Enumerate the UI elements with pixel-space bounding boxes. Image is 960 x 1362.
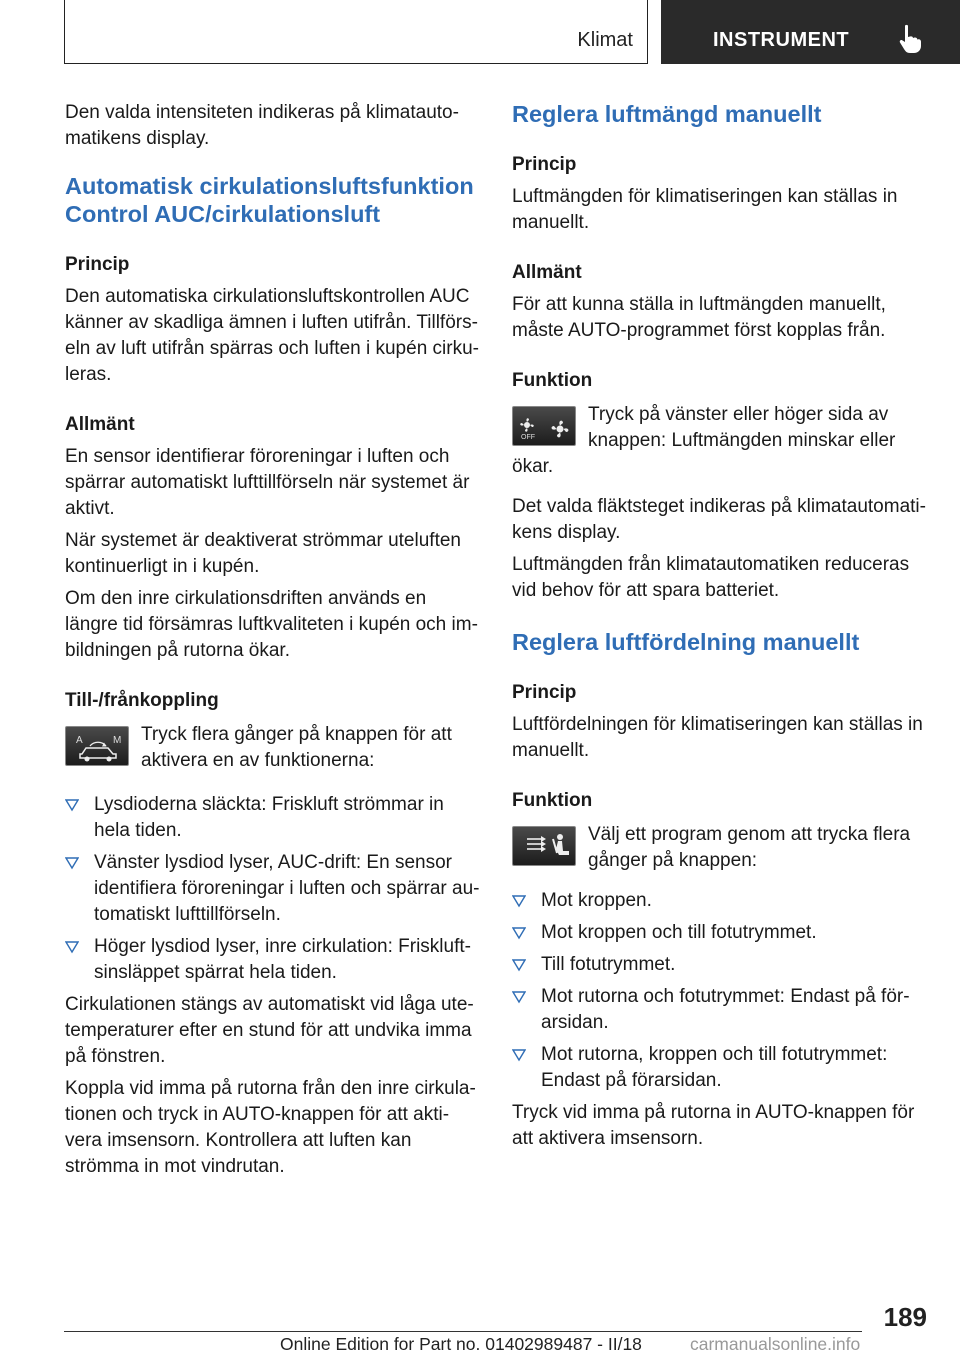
subheading-till-frankoppling: Till-/frånkoppling (65, 690, 219, 711)
triangle-bullet-icon (512, 926, 526, 940)
luftmangd-princip-text: Luftmängden för klimatiseringen kan ställas in manuellt. (512, 186, 898, 233)
header-chapter-box (661, 0, 960, 64)
list-item: Mot rutorna och fotutrymmet: Endast på för‐arsidan. (512, 984, 928, 1036)
list-item: Mot kroppen. (512, 888, 928, 914)
list-item: Till fotutrymmet. (512, 952, 928, 978)
auc-button-image (65, 726, 129, 766)
auc-button-label-m: M (113, 735, 122, 746)
pointing-hand-icon (897, 24, 923, 54)
fan-button-row (512, 402, 928, 480)
subheading-princip: Princip (512, 154, 577, 175)
heading-luftfordelning: Reglera luftfördelning manuellt (512, 629, 860, 655)
footer-divider (64, 1331, 862, 1332)
luftfordelning-funktion-text: Välj ett program genom att trycka flera gånger på knappen: (588, 824, 911, 871)
list-item: Mot kroppen och till fotutrymmet. (512, 920, 928, 946)
luftmangd-funktion-text: Tryck på vänster eller höger sida av knappen: Luftmängden minskar eller ökar. (512, 404, 896, 477)
imsensor-paragraph: Tryck vid imma på rutorna in AUTO-knappen för att aktivera imsensorn. (512, 1102, 915, 1149)
list-item: Höger lysdiod lyser, inre cirkulation: Friskluft‐sinsläppet spärrat hela tiden. (65, 934, 480, 986)
subheading-princip: Princip (65, 254, 130, 275)
allmant-paragraph-3: Om den inre cirkulationsdriften används en längre tid försämras luftkvaliteten i kupén och im‐bildningen på rutorna ökar. (65, 588, 478, 661)
flaktsteg-paragraph: Det valda fläktsteget indikeras på klimatautomati‐kens display. (512, 496, 926, 543)
subheading-funktion: Funktion (512, 370, 593, 391)
triangle-bullet-icon (65, 940, 79, 954)
right-column (512, 100, 928, 1152)
triangle-bullet-icon (512, 958, 526, 972)
auc-button-row (65, 722, 480, 774)
auc-button-label-a: A (76, 735, 83, 746)
footer-watermark: carmanualsonline.info (690, 1334, 861, 1354)
till-text: Tryck flera gånger på knappen för att aktivera en av funktionerna: (141, 724, 452, 771)
cirkulation-paragraph: Cirkulationen stängs av automatiskt vid låga ute‐temperaturer efter en stund för att undvika imma på fönstren. (65, 994, 474, 1067)
subheading-funktion-2: Funktion (512, 790, 593, 811)
fan-icon (513, 407, 577, 447)
allmant-paragraph-2: När systemet är deaktiverat strömmar uteluften kontinuerligt in i kupén. (65, 530, 461, 577)
fan-button-off-label: OFF (521, 434, 535, 441)
triangle-bullet-icon (512, 894, 526, 908)
list-item: Mot rutorna, kroppen och till fotutrymmet: Endast på förarsidan. (512, 1042, 928, 1094)
heading-luftmangd: Reglera luftmängd manuellt (512, 101, 822, 127)
imma-paragraph: Koppla vid imma på rutorna från den inre cirkula‐tionen och tryck in AUTO-knappen för att akti‐vera imsensorn. Kontrollera att luften kan strömma in mot vindrutan. (65, 1078, 476, 1177)
auc-function-list (65, 792, 480, 986)
princip-text: Den automatiska cirkulationsluftskontrollen AUC känner av skadliga ämnen i luften utifrån. Tillförs‐eln av luft utifrån spärras och luften i kupén cirku‐leras. (65, 286, 479, 385)
subheading-allmant: Allmänt (512, 262, 582, 283)
distribution-button-image (512, 826, 576, 866)
heading-auc: Automatisk cirkulationsluftsfunktion Control AUC/cirkulationsluft (65, 173, 474, 227)
seated-person-airflow-icon (513, 827, 577, 867)
triangle-bullet-icon (65, 798, 79, 812)
header-section-title: Klimat (577, 29, 633, 51)
fan-button-image (512, 406, 576, 446)
luftmangd-allmant-text: För att kunna ställa in luftmängden manuellt, måste AUTO-programmet först kopplas från. (512, 294, 886, 341)
distribution-button-row (512, 822, 928, 874)
header-chapter-title: INSTRUMENT (713, 29, 850, 51)
subheading-allmant: Allmänt (65, 414, 135, 435)
triangle-bullet-icon (512, 990, 526, 1004)
list-item: Vänster lysdiod lyser, AUC-drift: En sensor identifiera föroreningar i luften och spärrar au‐tomatiskt lufttillförseln. (65, 850, 480, 928)
page-number: 189 (883, 1302, 927, 1332)
intro-text: Den valda intensiteten indikeras på klimatauto‐matikens display. (65, 102, 459, 149)
batteri-paragraph: Luftmängden från klimatautomatiken reduceras vid behov för att spara batteriet. (512, 554, 910, 601)
list-item: Lysdioderna släckta: Friskluft strömmar in hela tiden. (65, 792, 480, 844)
luftfordelning-princip-text: Luftfördelningen för klimatiseringen kan ställas in manuellt. (512, 714, 923, 761)
distribution-program-list (512, 888, 928, 1094)
header-section-box (64, 0, 648, 64)
footer-edition: Online Edition for Part no. 01402989487 - II/18 (280, 1334, 642, 1354)
left-column (65, 100, 480, 1180)
subheading-princip-2: Princip (512, 682, 577, 703)
triangle-bullet-icon (512, 1048, 526, 1062)
triangle-bullet-icon (65, 856, 79, 870)
allmant-paragraph-1: En sensor identifierar föroreningar i luften och spärrar automatiskt lufttillförseln när systemet är aktivt. (65, 446, 470, 519)
car-recirculation-icon (66, 727, 130, 767)
